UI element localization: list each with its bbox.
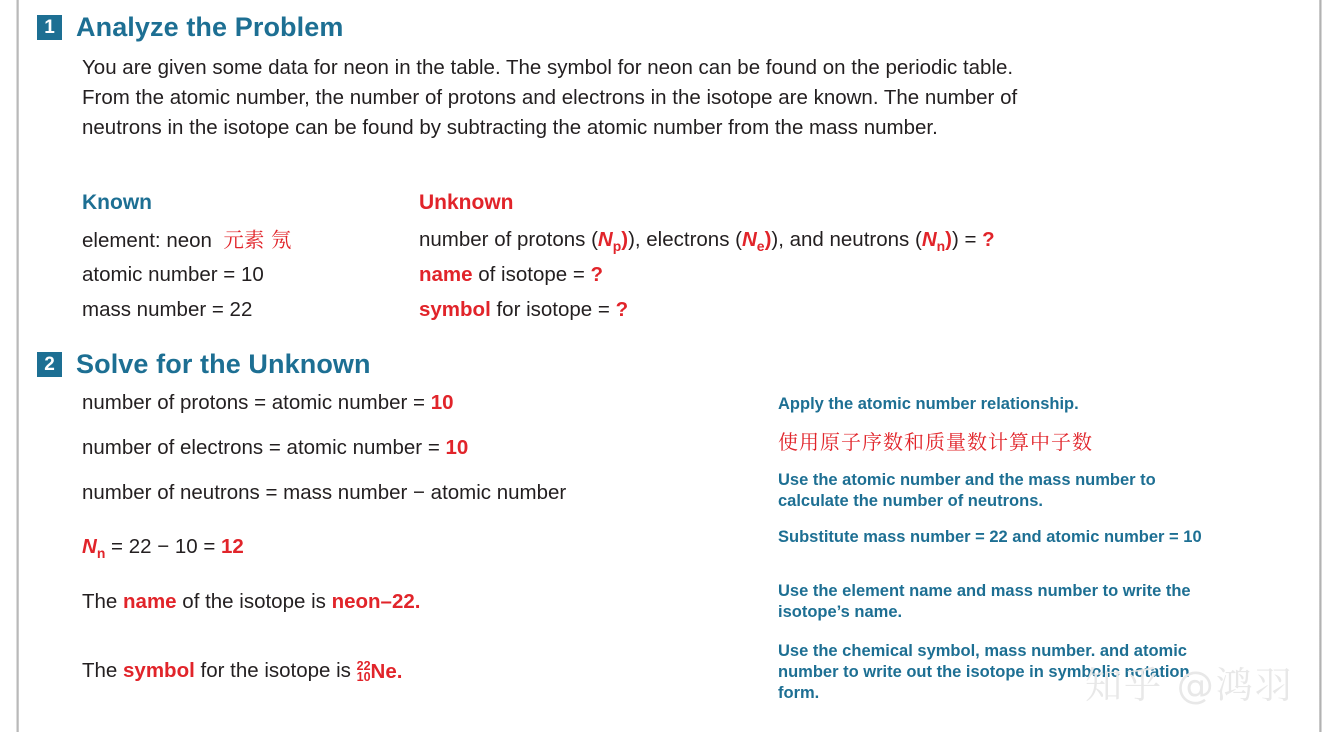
unknown-symbol-label: symbol [419, 298, 491, 321]
section-title-analyze: Analyze the Problem [76, 12, 344, 42]
note-apply-relationship: Apply the atomic number relationship. [778, 395, 1079, 413]
solve-electrons-text: number of electrons = atomic number = [82, 436, 446, 459]
unknown-symbol-row [419, 297, 628, 323]
solve-protons-text: number of protons = atomic number = [82, 391, 431, 414]
unknown-particles-row: number of protons $(N_p)$), electrons $(N_e)$), and neutrons $(N_n)$) = ? [419, 228, 995, 255]
isotope-element-symbol: Ne. [370, 660, 403, 683]
solve-nn-equation [82, 534, 244, 566]
unknown-name-label: name [419, 263, 473, 286]
unknown-name-question: ? [590, 263, 604, 286]
solve-nn-expression: = 22 − 10 = [105, 535, 222, 558]
symbol-np: $N_p$ [597, 228, 622, 255]
known-heading: Known [82, 191, 152, 214]
solve-protons-line [82, 390, 454, 416]
unknown-symbol-question: ? [615, 298, 629, 321]
step-number-badge-1: 1 [37, 15, 62, 40]
unknown-heading: Unknown [419, 191, 514, 214]
unknown-protons-prefix: number of protons ( [419, 228, 598, 251]
solve-neutrons-line: number of neutrons = mass number − atomic number [82, 481, 567, 504]
symbol-nn-equation: $N_n$ [82, 535, 106, 562]
known-element-label: element: neon [82, 229, 212, 252]
isotope-mass-number: 22 [356, 658, 371, 673]
unknown-neutrons-question: ? [982, 228, 995, 251]
known-mass-number: mass number = 22 [82, 298, 253, 321]
solve-symbol-sentence [82, 658, 402, 684]
section-header-solve [37, 349, 371, 380]
zhihu-watermark: 知乎 @鸿羽 [1085, 664, 1294, 707]
solve-symbol-mid: for the isotope is [194, 659, 357, 682]
solve-protons-value: 10 [430, 391, 454, 414]
solve-name-mid: of the isotope is [176, 590, 332, 613]
note-symbolic-notation: Use the chemical symbol, mass number. and atomic number to write out the isotope in symbolic notation form. [778, 642, 1190, 702]
solve-symbol-prefix: The [82, 659, 124, 682]
unknown-electrons-mid: ), electrons ( [628, 228, 742, 251]
isotope-numbers [356, 658, 371, 684]
unknown-name-row [419, 262, 603, 288]
solve-nn-value: 12 [221, 535, 244, 558]
symbol-nn: $N_n$ [921, 228, 946, 255]
section-header-analyze [37, 12, 343, 43]
unknown-neutrons-suffix: ) = [951, 228, 983, 251]
note-write-isotope-name: Use the element name and mass number to write the isotope’s name. [778, 582, 1191, 621]
known-element-row [82, 227, 291, 254]
note-substitute-values: Substitute mass number = 22 and atomic number = 10 [778, 528, 1202, 546]
unknown-neutrons-mid: ), and neutrons ( [771, 228, 922, 251]
analyze-paragraph: You are given some data for neon in the table. The symbol for neon can be found on the periodic table. From the atomic number, the number of protons and electrons in the isotope are known. The number of neutrons in the isotope can be found by subtracting the atomic number from the mass number. [82, 56, 1018, 139]
step-number-badge-2: 2 [37, 352, 62, 377]
solve-name-sentence [82, 589, 420, 615]
known-element-cjk: 元素 氖 [223, 228, 292, 252]
solve-name-value: neon–22. [331, 590, 421, 613]
symbol-ne: $N_e$ [741, 228, 765, 255]
right-margin-rule [1319, 0, 1322, 732]
note-use-atomic-mass: Use the atomic number and the mass number to calculate the number of neutrons. [778, 471, 1156, 510]
solve-electrons-value: 10 [445, 436, 469, 459]
isotope-notation [357, 659, 403, 685]
section-title-solve: Solve for the Unknown [76, 349, 371, 379]
solve-name-word: name [123, 590, 177, 613]
isotope-atomic-number: 10 [356, 670, 371, 684]
solve-name-prefix: The [82, 590, 124, 613]
solve-symbol-word: symbol [123, 659, 195, 682]
known-atomic-number: atomic number = 10 [82, 263, 264, 286]
left-margin-rule [16, 0, 19, 732]
solve-electrons-line [82, 435, 468, 461]
unknown-symbol-rest: for isotope = [490, 298, 616, 321]
unknown-name-rest: of isotope = [472, 263, 591, 286]
note-chinese-annotation: 使用原子序数和质量数计算中子数 [778, 430, 1093, 454]
